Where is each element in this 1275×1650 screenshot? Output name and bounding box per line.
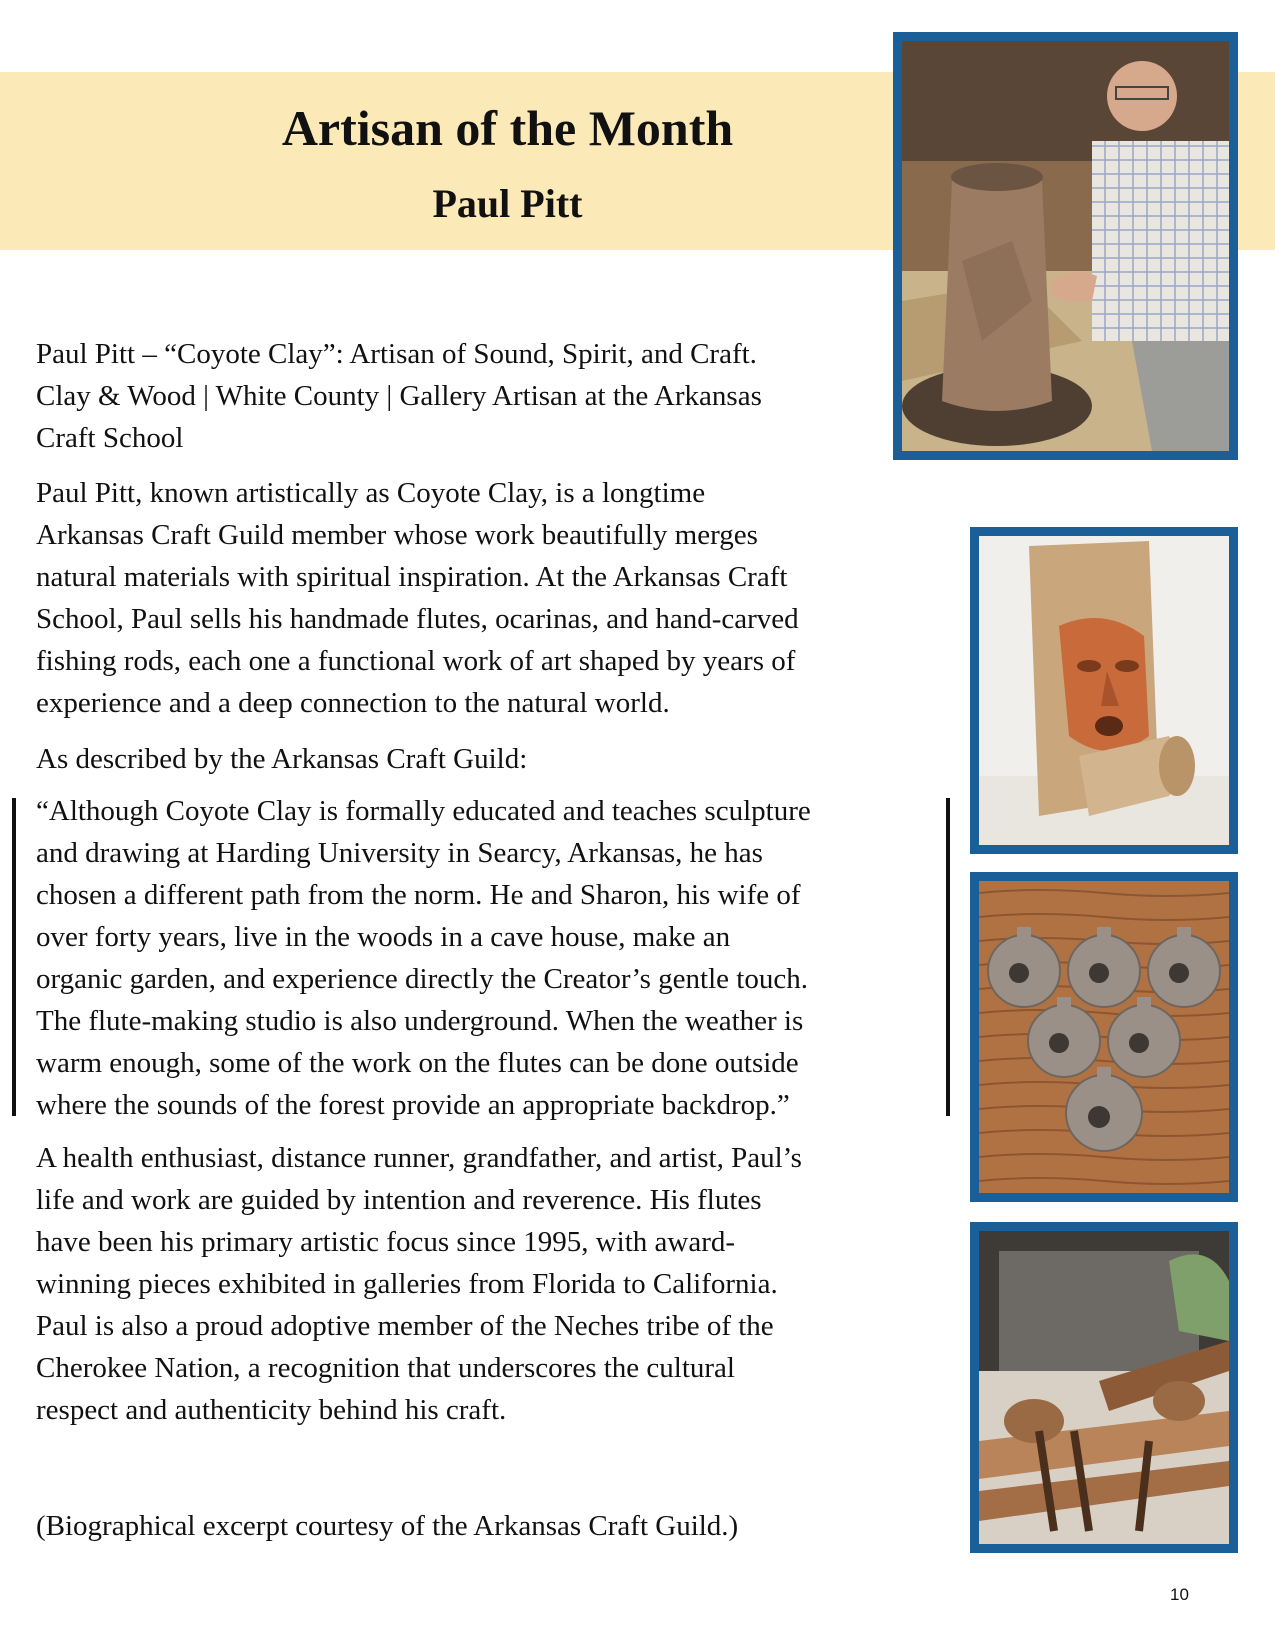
quote-line: The flute-making studio is also underground. When the weather is [36,1005,804,1037]
quote-line: “Although Coyote Clay is formally educated and teaches sculpture [36,795,811,827]
text-line: School, Paul sells his handmade flutes, ocarinas, and hand-carved [36,603,799,635]
text-line: natural materials with spiritual inspiration. At the Arkansas Craft [36,561,788,593]
intro-block [36,333,941,459]
quote-line: and drawing at Harding University in Searcy, Arkansas, he has [36,837,763,869]
lead-in: As described by the Arkansas Craft Guild: [36,743,528,775]
artisan-name: Paul Pitt [432,181,583,226]
text-line: Arkansas Craft Guild member whose work beautifully merges [36,519,758,551]
wood-carving-image [979,536,1229,845]
paragraph-2 [36,1137,941,1431]
text-line: respect and authenticity behind his craft. [36,1394,507,1426]
quote-line: where the sounds of the forest provide an appropriate backdrop.” [36,1089,790,1121]
quote-line: organic garden, and experience directly the Creator’s gentle touch. [36,963,808,995]
text-line: fishing rods, each one a functional work of art shaped by years of [36,645,796,677]
wood-carving-photo [970,527,1238,854]
paragraph-1 [36,472,941,724]
quote-line: chosen a different path from the norm. He and Sharon, his wife of [36,879,801,911]
quote-line: over forty years, live in the woods in a cave house, make an [36,921,731,953]
intro-line: Clay & Wood | White County | Gallery Artisan at the Arkansas [36,380,762,412]
text-line: A health enthusiast, distance runner, grandfather, and artist, Paul’s [36,1142,802,1174]
page-title: Artisan of the Month [281,100,734,156]
artisan-photo-image [902,41,1229,451]
quote-bar-left [12,798,16,1116]
flutes-photo [970,1222,1238,1553]
ocarinas-photo [970,872,1238,1202]
text-line: Paul is also a proud adoptive member of the Neches tribe of the [36,1310,774,1342]
text-line: winning pieces exhibited in galleries from Florida to California. [36,1268,778,1300]
artisan-photo [893,32,1238,460]
quote-bar-right [946,798,950,1116]
intro-line: Paul Pitt – “Coyote Clay”: Artisan of Sound, Spirit, and Craft. [36,338,757,370]
text-line: have been his primary artistic focus since 1995, with award- [36,1226,736,1258]
ocarinas-image [979,881,1229,1193]
text-line: Paul Pitt, known artistically as Coyote Clay, is a longtime [36,477,706,509]
intro-line: Craft School [36,422,184,454]
page-number: 10 [1170,1585,1189,1604]
block-quote [36,790,941,1126]
text-line: life and work are guided by intention and reverence. His flutes [36,1184,762,1216]
text-line: Cherokee Nation, a recognition that underscores the cultural [36,1352,735,1384]
text-line: experience and a deep connection to the natural world. [36,687,670,719]
credit-line: (Biographical excerpt courtesy of the Arkansas Craft Guild.) [36,1510,739,1542]
quote-line: warm enough, some of the work on the flutes can be done outside [36,1047,799,1079]
flutes-image [979,1231,1229,1544]
